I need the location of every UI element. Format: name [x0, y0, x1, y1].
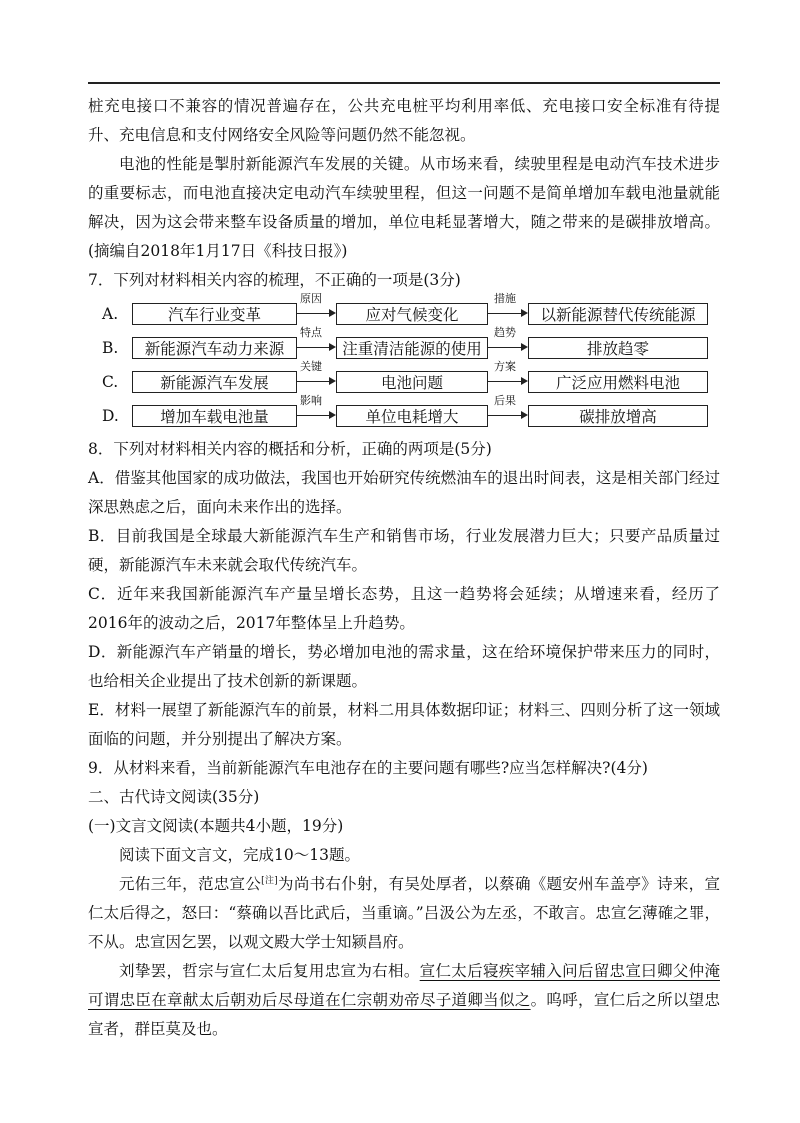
- flow-box-2: 单位电耗增大: [336, 405, 488, 427]
- flow-arrow-label-2: 方案: [494, 360, 516, 373]
- reading-instruction: 阅读下面文言文，完成10～13题。: [119, 846, 360, 864]
- question-8-option-a: A．借鉴其他国家的成功做法，我国也开始研究传统燃油车的退出时间表，这是相关部门经过深思熟虑之后，面向未来作出的选择。: [88, 469, 720, 516]
- question-8-option-b: B．目前我国是全球最大新能源汽车生产和销售市场，行业发展潜力巨大；只要产品质量过硬，新能源汽车未来就会取代传统汽车。: [88, 527, 720, 574]
- flow-box-2: 注重清洁能源的使用: [336, 337, 488, 359]
- question-9: 9．从材料来看，当前新能源汽车电池存在的主要问题有哪些?应当怎样解决?(4分): [88, 759, 648, 777]
- flow-row-letter: A.: [102, 305, 119, 323]
- flow-box-1: 新能源汽车动力来源: [132, 337, 297, 359]
- flow-row-a: [102, 292, 722, 327]
- classical-text: 元佑三年，范忠宣公: [119, 875, 262, 893]
- classical-text: 。呜呼，宣仁后之所以望忠宣者，群臣莫及也。: [88, 991, 720, 1038]
- flow-arrow-label-1: 原因: [300, 292, 322, 305]
- arrow-icon: [488, 415, 526, 416]
- flow-box-2: 应对气候变化: [336, 303, 488, 325]
- flow-row-b: [102, 326, 722, 361]
- question-8-option-c: C．近年来我国新能源汽车产量呈增长态势，且这一趋势将会延续；从增速来看，经历了2016年的波动之后，2017年整体呈上升趋势。: [88, 585, 720, 632]
- question-8-stem: 8．下列对材料相关内容的概括和分析，正确的两项是(5分): [88, 440, 492, 458]
- arrow-icon: [488, 347, 526, 348]
- question-7-flow-diagram: [88, 292, 720, 433]
- flow-arrow-label-2: 措施: [494, 292, 516, 305]
- paragraph-battery: 电池的性能是掣肘新能源汽车发展的关键。从市场来看，续驶里程是电动汽车技术进步的重要标志，而电池直接决定电动汽车续驶里程，但这一问题不是简单增加车载电池量就能解决，因为这会带来整车设备质量的增加，单位电耗显著增大，随之带来的是碳排放增高。(摘编自2018年1月17日《科技日报》): [88, 155, 720, 260]
- section-heading: 二、古代诗文阅读(35分): [88, 788, 260, 806]
- page-content: [88, 92, 720, 1044]
- flow-arrow-label-1: 影响: [300, 394, 322, 407]
- flow-box-1: 新能源汽车发展: [132, 371, 297, 393]
- arrow-icon: [297, 381, 334, 382]
- footnote-marker: [注]: [261, 875, 278, 886]
- classical-paragraph-1: [88, 870, 720, 957]
- classical-text: 刘挚罢，哲宗与宣仁太后复用忠宣为右相。: [119, 962, 420, 980]
- flow-arrow-label-1: 关键: [300, 360, 322, 373]
- underlined-passage: 宣仁太后寝疾宰辅入问后留忠宣曰卿父仲淹可谓忠臣在章献太后朝劝后尽母道在仁宗朝劝帝尽子道卿当似之: [88, 962, 720, 1009]
- subsection-heading: (一)文言文阅读(本题共4小题，19分): [88, 817, 344, 835]
- classical-text: 为尚书右仆射，有吴处厚者，以蔡确《题安州车盖亭》诗来，宣仁太后得之，怒曰：“蔡确以吾比武后，当重谪。”吕汲公为左丞，不敢言。忠宣乞薄確之罪，不从。忠宣因乞罢，以观文殿大学士知颍昌府。: [88, 875, 720, 951]
- question-7-stem: 7．下列对材料相关内容的梳理，不正确的一项是(3分): [88, 271, 461, 289]
- arrow-icon: [297, 313, 334, 314]
- flow-box-3: 以新能源替代传统能源: [528, 303, 708, 325]
- arrow-icon: [297, 415, 334, 416]
- flow-row-d: [102, 394, 722, 429]
- flow-arrow-label-1: 特点: [300, 326, 322, 339]
- flow-box-3: 碳排放增高: [528, 405, 708, 427]
- flow-box-3: 排放趋零: [528, 337, 708, 359]
- arrow-icon: [297, 347, 334, 348]
- arrow-icon: [488, 381, 526, 382]
- classical-paragraph-2: [88, 957, 720, 1044]
- flow-row-letter: B.: [102, 339, 119, 357]
- flow-box-1: 汽车行业变革: [132, 303, 297, 325]
- flow-row-c: [102, 360, 722, 395]
- paragraph-charging: 桩充电接口不兼容的情况普遍存在，公共充电桩平均利用率低、充电接口安全标准有待提升、充电信息和支付网络安全风险等问题仍然不能忽视。: [88, 97, 720, 144]
- flow-arrow-label-2: 趋势: [494, 326, 516, 339]
- flow-box-3: 广泛应用燃料电池: [528, 371, 708, 393]
- question-8-option-d: D．新能源汽车产销量的增长，势必增加电池的需求量，这在给环境保护带来压力的同时，也给相关企业提出了技术创新的新课题。: [88, 643, 720, 690]
- flow-arrow-label-2: 后果: [494, 394, 516, 407]
- top-rule: [88, 82, 720, 84]
- arrow-icon: [488, 313, 526, 314]
- question-8-option-e: E．材料一展望了新能源汽车的前景，材料二用具体数据印证；材料三、四则分析了这一领域面临的问题，并分别提出了解决方案。: [88, 701, 720, 748]
- flow-box-1: 增加车载电池量: [132, 405, 297, 427]
- flow-box-2: 电池问题: [336, 371, 488, 393]
- flow-row-letter: D.: [102, 407, 119, 425]
- flow-row-letter: C.: [102, 373, 119, 391]
